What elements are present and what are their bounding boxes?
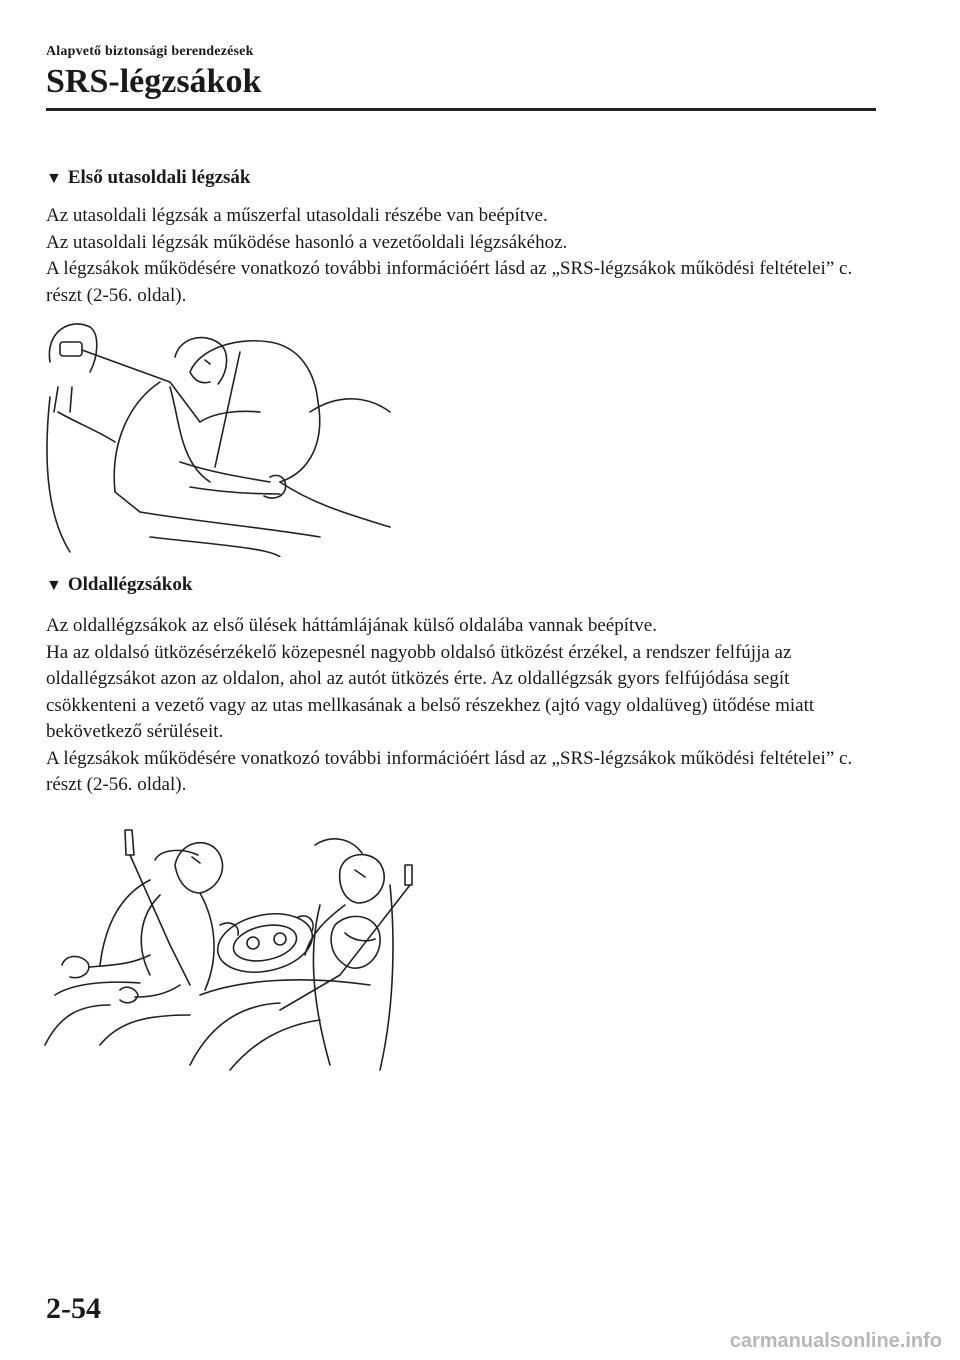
- triangle-marker-icon: ▼: [46, 577, 62, 594]
- section-label: Alapvető biztonsági berendezések: [46, 44, 254, 59]
- page-number: 2-54: [46, 1292, 101, 1325]
- section1-body: [46, 203, 876, 309]
- page-title: SRS-légzsákok: [46, 63, 262, 100]
- section-heading-side-airbags: [46, 573, 192, 598]
- triangle-marker-icon: ▼: [46, 170, 62, 187]
- paragraph: A légzsákok működésére vonatkozó további információért lásd az „SRS-légzsákok működési feltételei” c. részt (2-56. oldal).: [46, 747, 853, 795]
- title-rule: [46, 108, 876, 111]
- paragraph: Az utasoldali légzsák működése hasonló a vezetőoldali légzsákéhoz.: [46, 231, 568, 253]
- passenger-airbag-illustration: [40, 312, 400, 557]
- watermark: carmanualsonline.info: [729, 1330, 942, 1352]
- section2-body: [46, 613, 876, 799]
- paragraph: Az utasoldali légzsák a műszerfal utasoldali részébe van beépítve.: [46, 205, 548, 226]
- paragraph: A légzsákok működésére vonatkozó további információért lásd az „SRS-légzsákok működési feltételei” c. részt (2-56. oldal).: [46, 258, 853, 306]
- side-airbags-illustration: [40, 825, 420, 1075]
- heading-text: Első utasoldali légzsák: [67, 167, 251, 188]
- section-heading-passenger-airbag: [46, 166, 251, 191]
- paragraph: Az oldallégzsákok az első ülések háttámlájának külső oldalába vannak beépítve.: [46, 615, 657, 636]
- heading-text: Oldallégzsákok: [67, 574, 193, 595]
- paragraph: Ha az oldalsó ütközésérzékelő közepesnél nagyobb oldalsó ütközést érzékel, a rendszer felfújja az oldallégzsákot azon az oldalon, ahol az autót ütközés érte. Az oldallégzsák gyors felfújódása segít csökkenteni a vezető vagy az utas mellkasának a belső részekhez (ajtó vagy oldalüveg) ütődése miatt bekövetkező sérüléseit.: [46, 641, 815, 742]
